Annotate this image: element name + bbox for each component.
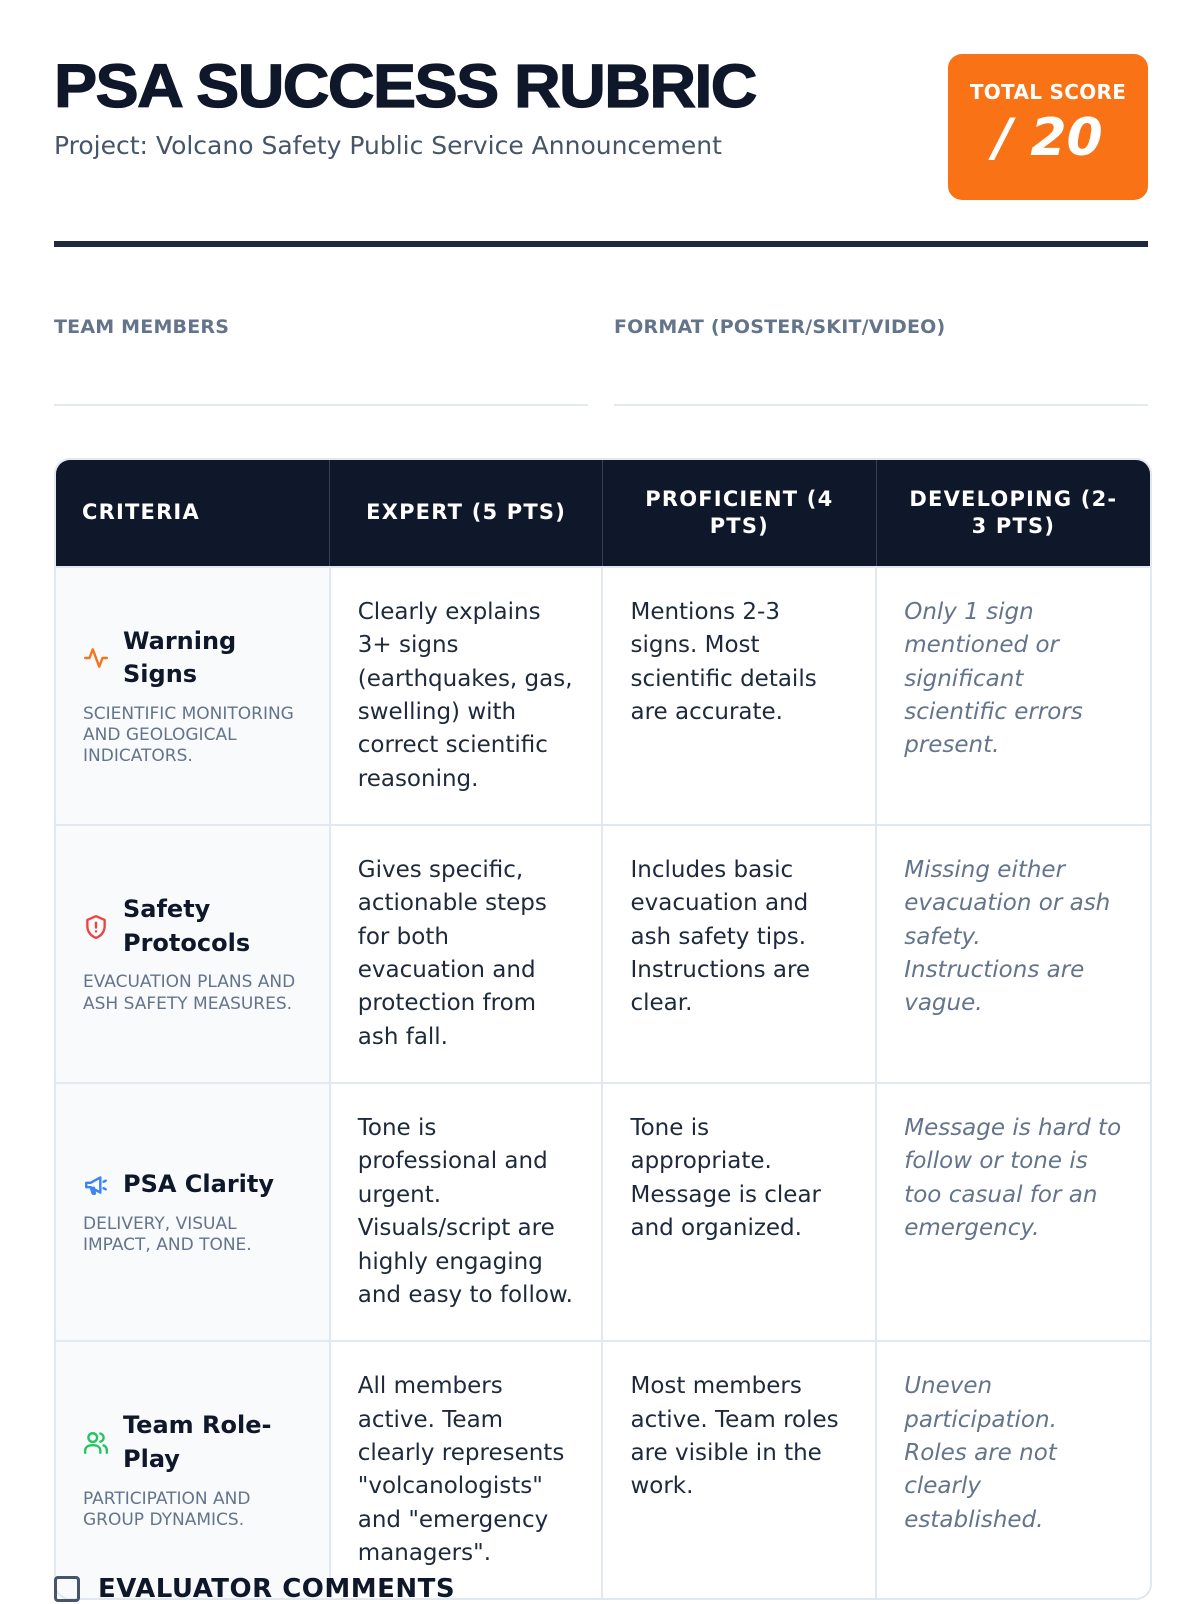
header (54, 0, 1148, 246)
criteria-title (83, 1409, 302, 1476)
criteria-title (83, 625, 302, 692)
megaphone-icon (83, 1172, 109, 1198)
project-subtitle: Project: Volcano Safety Public Service Announcement (54, 131, 722, 160)
info-fields (54, 316, 1148, 406)
developing-cell: Uneven participation. Roles are not clearly established. (876, 1341, 1150, 1598)
criteria-cell (56, 1083, 330, 1341)
table-row (56, 1083, 1150, 1341)
criteria-desc: EVACUATION PLANS AND ASH SAFETY MEASURES. (83, 972, 296, 1014)
proficient-cell: Tone is appropriate. Message is clear and organized. (602, 1083, 876, 1341)
expert-cell: Clearly explains 3+ signs (earthquakes, gas, swelling) with correct scientific reasoning. (330, 567, 603, 825)
table-header-row (56, 460, 1150, 567)
criteria-cell (56, 567, 330, 825)
criteria-desc: PARTICIPATION AND GROUP DYNAMICS. (83, 1488, 251, 1530)
table-row (56, 567, 1150, 825)
format-field[interactable] (614, 316, 1148, 406)
shield-alert-icon (83, 914, 109, 940)
evaluator-comments-title: EVALUATOR COMMENTS (98, 1574, 456, 1604)
header-proficient: PROFICIENT (4 PTS) (602, 460, 876, 567)
proficient-cell: Mentions 2-3 signs. Most scientific details are accurate. (602, 567, 876, 825)
criteria-title-text: PSA Clarity (123, 1170, 275, 1199)
proficient-cell: Includes basic evacuation and ash safety tips. Instructions are clear. (602, 825, 876, 1083)
team-members-field[interactable] (54, 316, 588, 406)
criteria-title-text: Safety Protocols (123, 895, 251, 957)
developing-cell: Missing either evacuation or ash safety. Instructions are vague. (876, 825, 1150, 1083)
table-row (56, 825, 1150, 1083)
proficient-cell: Most members active. Team roles are visible in the work. (602, 1341, 876, 1598)
comments-checkbox[interactable] (54, 1576, 80, 1602)
rubric-table (54, 458, 1152, 1600)
expert-cell: Gives specific, actionable steps for both evacuation and protection from ash fall. (330, 825, 603, 1083)
users-icon (83, 1430, 109, 1456)
expert-cell: Tone is professional and urgent. Visuals/script are highly engaging and easy to follow. (330, 1083, 603, 1341)
criteria-cell (56, 1341, 330, 1598)
criteria-cell (56, 825, 330, 1083)
expert-cell: All members active. Team clearly represents "volcanologists" and "emergency managers". (330, 1341, 603, 1598)
criteria-desc: SCIENTIFIC MONITORING AND GEOLOGICAL INDICATORS. (83, 703, 294, 767)
header-developing: DEVELOPING (2-3 PTS) (876, 460, 1150, 567)
criteria-title-text: Warning Signs (123, 626, 237, 689)
criteria-title-text: Team Role-Play (123, 1411, 272, 1473)
criteria-title (83, 893, 302, 960)
developing-cell: Only 1 sign mentioned or significant scientific errors present. (876, 567, 1150, 825)
header-expert: EXPERT (5 PTS) (330, 460, 603, 567)
page-title: PSA SUCCESS RUBRIC (54, 52, 756, 120)
header-divider (54, 241, 1148, 247)
team-members-label: TEAM MEMBERS (54, 316, 230, 338)
criteria-desc: DELIVERY, VISUAL IMPACT, AND TONE. (83, 1213, 252, 1255)
total-score-box (948, 54, 1148, 200)
table-row (56, 1341, 1150, 1598)
header-criteria: CRITERIA (56, 460, 330, 567)
developing-cell: Message is hard to follow or tone is too casual for an emergency. (876, 1083, 1150, 1341)
activity-icon (83, 645, 109, 671)
format-label: FORMAT (POSTER/SKIT/VIDEO) (614, 316, 946, 338)
total-score-label: TOTAL SCORE (969, 80, 1127, 104)
criteria-title (83, 1168, 302, 1202)
rubric-page (54, 0, 1148, 1604)
total-score-value: / 20 (993, 108, 1103, 168)
